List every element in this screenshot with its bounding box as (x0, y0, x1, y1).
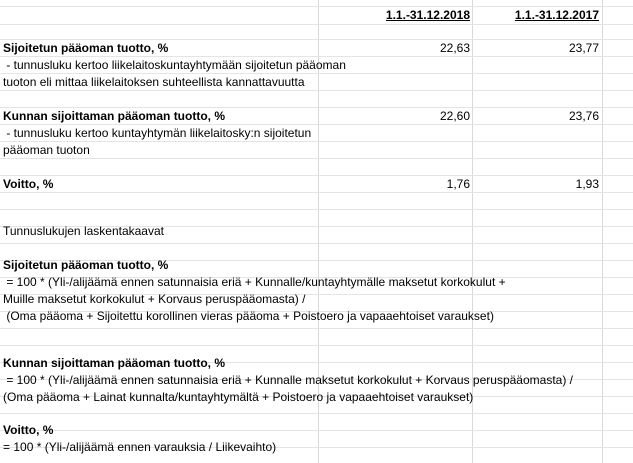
gridline-horizontal (0, 345, 633, 346)
gridline-horizontal (0, 73, 633, 74)
gridline-horizontal (0, 56, 633, 57)
gridline-horizontal (0, 107, 633, 108)
formula-line[interactable]: Muille maksetut korkokulut + Korvaus peruspääomasta) / (3, 292, 306, 306)
metric-description[interactable]: tuoton eli mittaa liikelaitoksen suhteellista kannattavuutta (3, 75, 305, 89)
gridline-horizontal (0, 328, 633, 329)
formulas-heading[interactable]: Tunnuslukujen laskentakaavat (3, 224, 164, 238)
gridline-vertical (602, 0, 603, 463)
gridline-horizontal (0, 192, 633, 193)
formula-title-kunnan[interactable]: Kunnan sijoittaman pääoman tuotto, % (3, 356, 226, 370)
metric-value-2017[interactable]: 23,77 (568, 41, 599, 55)
gridline-horizontal (0, 39, 633, 40)
column-header-2018[interactable]: 1.1.-31.12.2018 (385, 8, 470, 22)
metric-value-2017[interactable]: 1,93 (575, 177, 599, 191)
metric-value-2017[interactable]: 23,76 (568, 109, 599, 123)
metric-description[interactable]: - tunnusluku kertoo kuntayhtymän liikelaitosky:n sijoitetun (3, 126, 312, 140)
metric-title-kunnan[interactable]: Kunnan sijoittaman pääoman tuotto, % (3, 109, 226, 123)
gridline-horizontal (0, 6, 633, 7)
gridline-horizontal (0, 141, 633, 142)
gridline-horizontal (0, 430, 633, 431)
gridline-horizontal (0, 158, 633, 159)
formula-line[interactable]: = 100 * (Yli-/alijäämä ennen satunnaisia eriä + Kunnalle/kuntayhtymälle maksetut korkokulut + (3, 275, 506, 289)
gridline-horizontal (0, 90, 633, 91)
metric-value-2018[interactable]: 22,60 (439, 109, 470, 123)
formula-title-voitto[interactable]: Voitto, % (3, 423, 54, 437)
formula-line[interactable]: (Oma pääoma + Lainat kunnalta/kuntayhtymältä + Poistoero ja vapaaehtoiset varaukset) (3, 390, 474, 404)
metric-title-voitto[interactable]: Voitto, % (3, 177, 54, 191)
metric-value-2018[interactable]: 1,76 (446, 177, 470, 191)
formula-line[interactable]: (Oma pääoma + Sijoitettu korollinen vieras pääoma + Poistoero ja vapaaehtoiset varaukset) (3, 309, 494, 323)
gridline-horizontal (0, 124, 633, 125)
gridline-horizontal (0, 175, 633, 176)
metric-title-sijoitetun[interactable]: Sijoitetun pääoman tuotto, % (3, 41, 169, 55)
metric-description[interactable]: - tunnusluku kertoo liikelaitoskuntayhtymään sijoitetun pääoman (3, 58, 346, 72)
formula-line[interactable]: = 100 * (Yli-/alijäämä ennen satunnaisia eriä + Kunnalle maksetut korkokulut + Korvaus peruspääomasta) / (3, 373, 573, 387)
metric-value-2018[interactable]: 22,63 (439, 41, 470, 55)
gridline-horizontal (0, 24, 633, 25)
metric-description[interactable]: pääoman tuoton (3, 143, 90, 157)
formula-title-sijoitetun[interactable]: Sijoitetun pääoman tuotto, % (3, 258, 169, 272)
formula-line[interactable]: = 100 * (Yli-/alijäämä ennen varauksia / Liikevaihto) (3, 440, 277, 454)
column-header-2017[interactable]: 1.1.-31.12.2017 (514, 8, 599, 22)
gridline-horizontal (0, 413, 633, 414)
gridline-horizontal (0, 243, 633, 244)
gridline-horizontal (0, 209, 633, 210)
